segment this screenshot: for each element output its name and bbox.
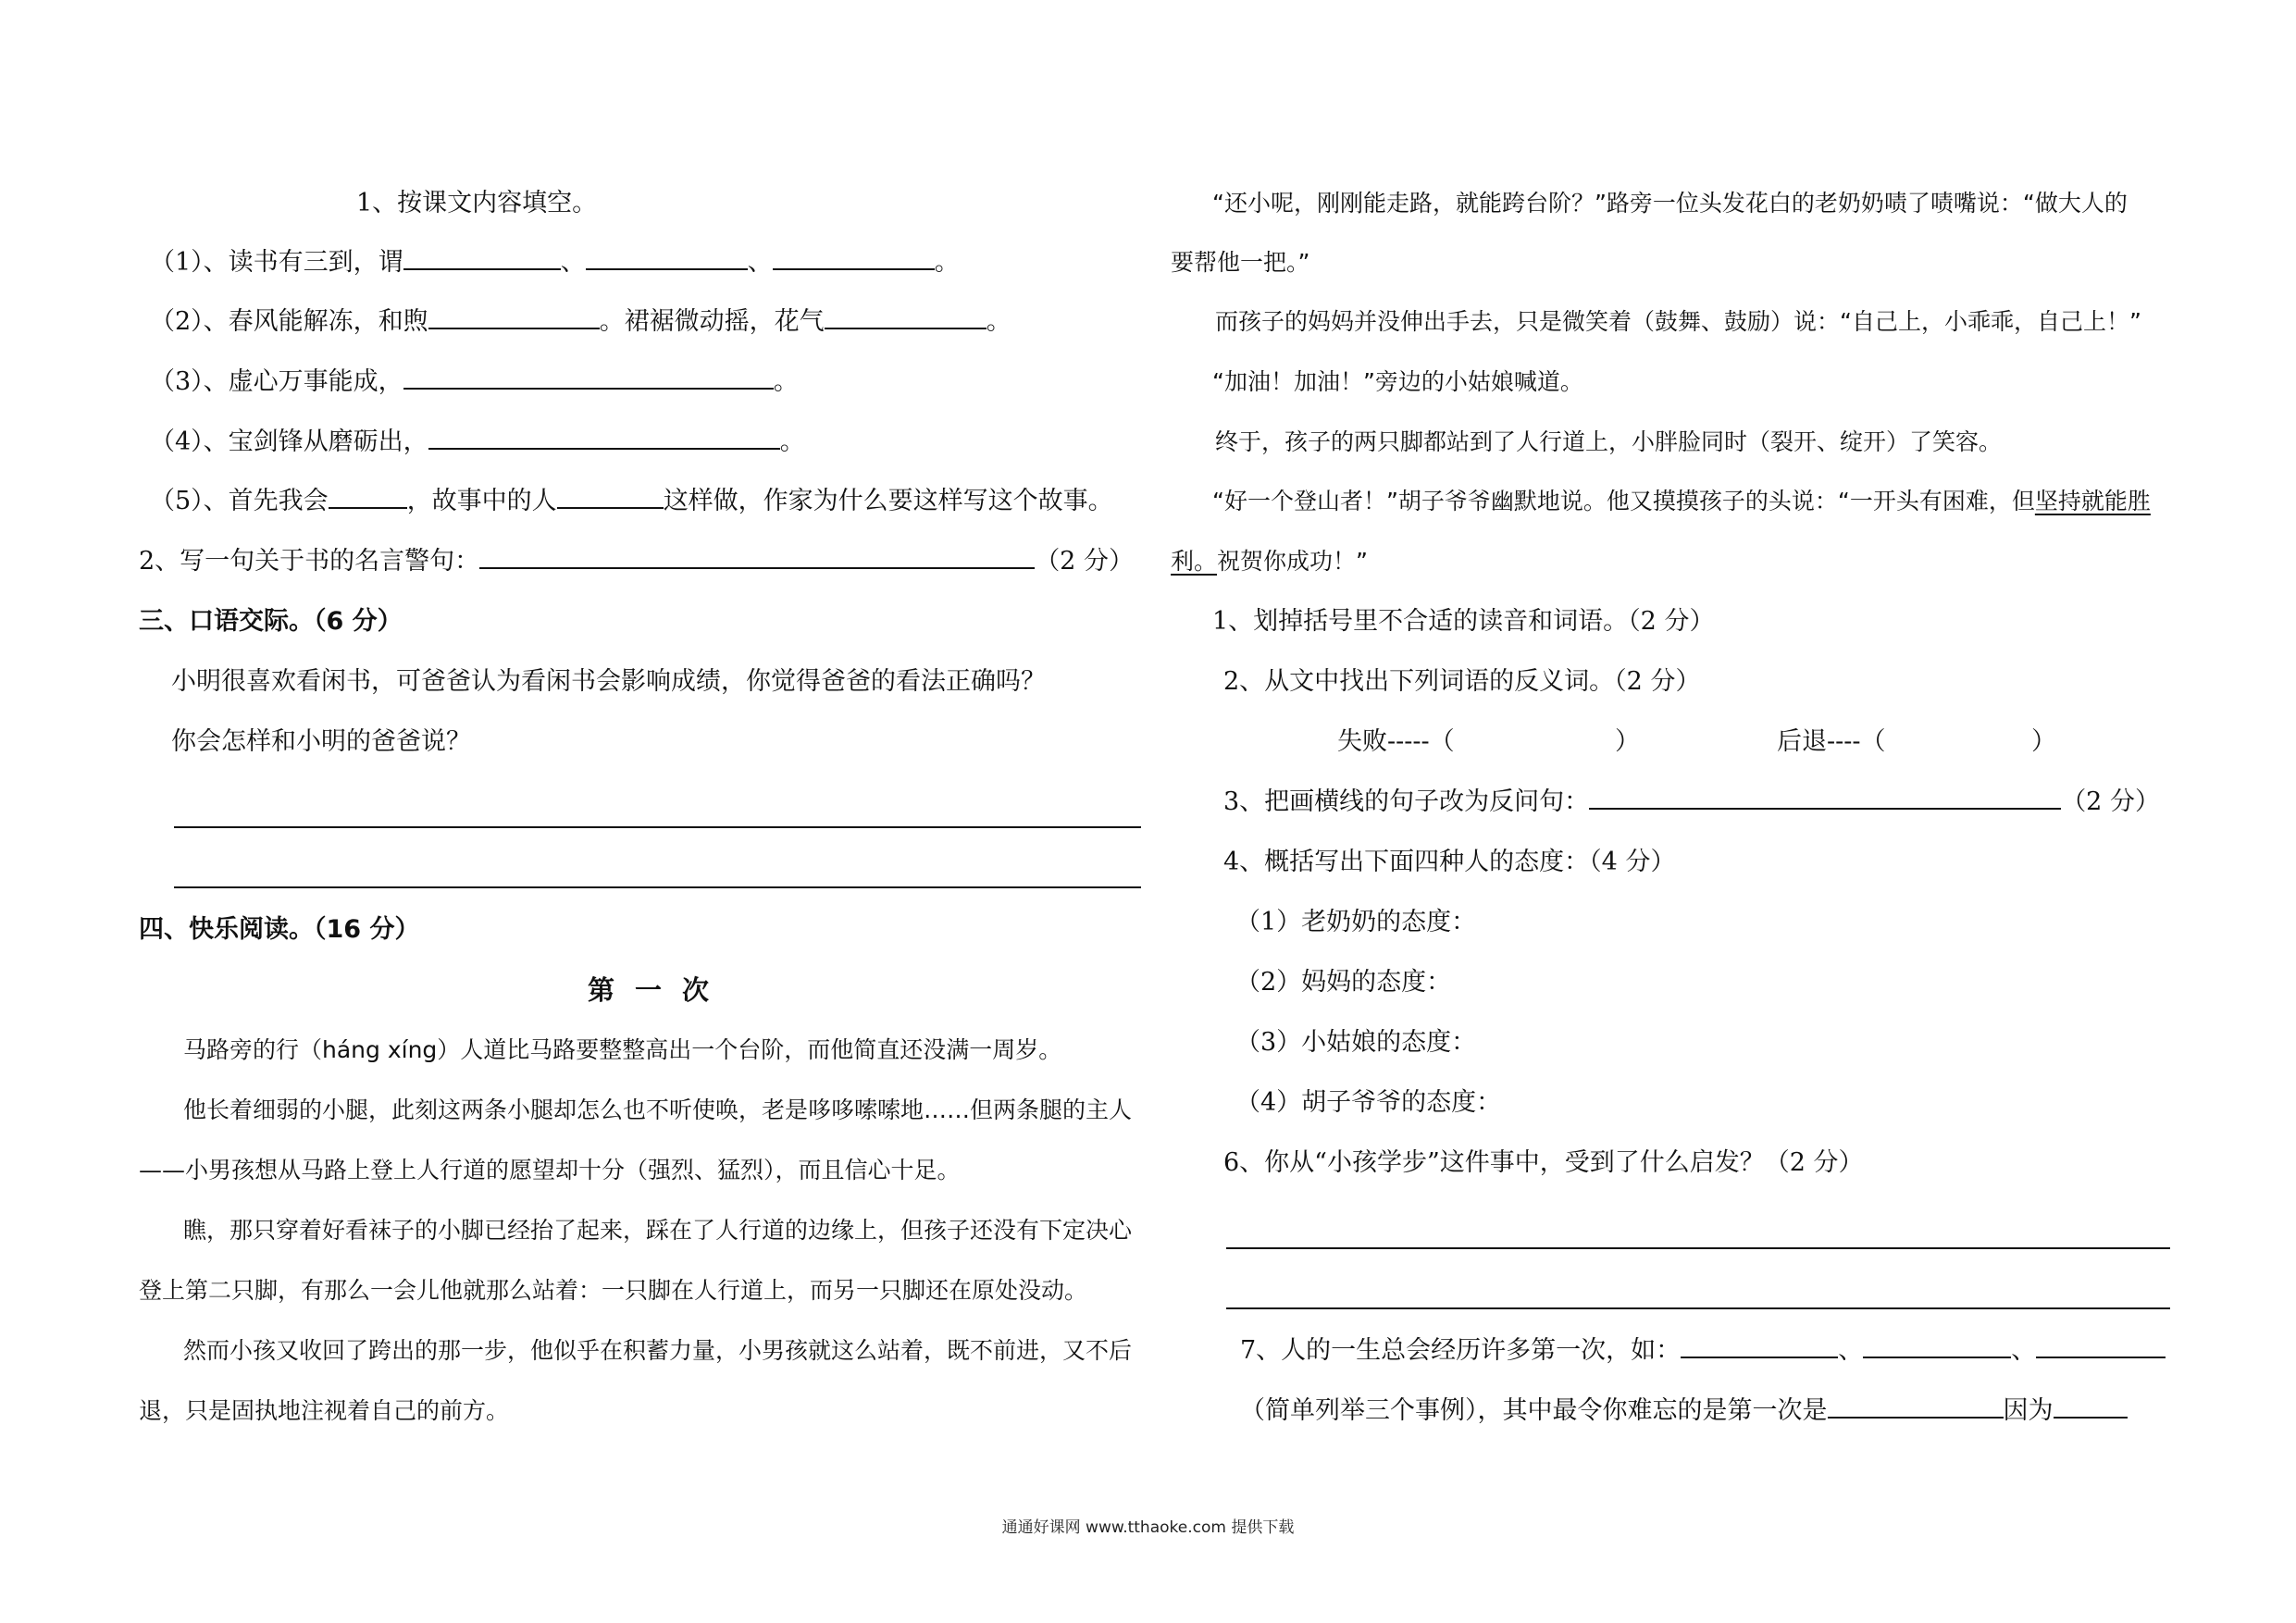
blank[interactable] [773,244,935,270]
passage-para-4b: 退，只是固执地注视着自己的前方。 [139,1397,510,1424]
passage-para-4a: 然而小孩又收回了跨出的那一步，他似乎在积蓄力量，小男孩就这么站着，既不前进，又不后 [183,1337,1133,1364]
footer-credit: 通通好课网 www.tthaoke.com 提供下载 [1001,1518,1295,1537]
antonym-2: 后退----（ [1777,727,1886,756]
section-3-prompt-2: 你会怎样和小明的爸爸说？ [171,727,471,756]
q1-line-2: （2）、春风能解冻，和煦 。裙裾微动摇，花气 。 [150,304,1011,341]
q1-line-1: （1）、读书有三到，谓 、 、 。 [150,244,960,281]
q1-line-4: （4）、宝剑锋从磨砺出， 。 [150,424,805,461]
story-para-4: 终于，孩子的两只脚都站到了人行道上，小胖脸同时（裂开、绽开）了笑容。 [1215,428,2003,455]
question-1: 1、划掉括号里不合适的读音和词语。（2 分） [1212,607,1715,636]
blank[interactable] [479,543,1035,569]
story-para-5b: 利。祝贺你成功！” [1171,548,1368,575]
blank[interactable] [403,364,774,390]
blank[interactable] [2054,1393,2128,1419]
section-3-heading: 三、口语交际。（6 分） [139,607,403,636]
answer-line[interactable] [174,826,1141,828]
question-4: 4、概括写出下面四种人的态度：（4 分） [1223,848,1676,876]
question-2: 2、从文中找出下列词语的反义词。（2 分） [1223,667,1701,696]
blank[interactable] [2036,1332,2166,1358]
blank[interactable] [586,244,748,270]
story-para-1b: 要帮他一把。” [1171,249,1310,276]
story-para-1a: “还小呢，刚刚能走路，就能跨台阶？”路旁一位头发花白的老奶奶啧了啧嘴说：“做大人的 [1212,190,2128,217]
antonym-2-close: ） [2031,727,2056,756]
q2-line: 2、写一句关于书的名言警句： （2 分） [139,543,1134,580]
passage-para-2b: ——小男孩想从马路上登上人行道的愿望却十分（强烈、猛烈），而且信心十足。 [139,1157,961,1183]
question-6: 6、你从“小孩学步”这件事中，受到了什么启发？（2 分） [1223,1148,1864,1177]
attitude-1: （1）老奶奶的态度： [1235,908,1477,936]
blank[interactable] [1681,1332,1838,1358]
answer-line[interactable] [174,886,1141,888]
blank[interactable] [1863,1332,2011,1358]
q1-line-5: （5）、首先我会 ，故事中的人 这样做，作家为什么要这样写这个故事。 [150,483,1113,520]
answer-line[interactable] [1226,1307,2170,1309]
blank[interactable] [428,424,780,450]
attitude-4: （4）胡子爷爷的态度： [1235,1088,1502,1117]
story-para-2: 而孩子的妈妈并没伸出手去，只是微笑着（鼓舞、鼓励）说：“自己上，小乖乖，自己上！” [1215,308,2141,335]
passage-para-3a: 瞧，那只穿着好看袜子的小脚已经抬了起来，踩在了人行道的边缘上，但孩子还没有下定决心 [183,1217,1133,1244]
section-3-prompt-1: 小明很喜欢看闲书，可爸爸认为看闲书会影响成绩，你觉得爸爸的看法正确吗？ [171,667,1046,696]
question-7: 7、人的一生总会经历许多第一次，如： 、 、 [1240,1332,2166,1369]
blank[interactable] [329,483,407,509]
answer-line[interactable] [1226,1247,2170,1249]
question-7-cont: （简单列举三个事例），其中最令你难忘的是第一次是 因为 [1240,1393,2128,1430]
passage-title: 第一次 [588,974,730,1006]
antonym-1: 失败-----（ [1337,727,1455,756]
underlined-sentence: 坚持就能胜 [2034,488,2151,514]
q1-line-3: （3）、虚心万事能成， 。 [150,364,799,401]
section-4-heading: 四、快乐阅读。（16 分） [139,915,420,944]
passage-para-1: 马路旁的行（háng xíng）人道比马路要整整高出一个台阶，而他简直还没满一周岁。 [183,1036,1062,1063]
blank[interactable] [825,304,987,329]
antonym-1-close: ） [1615,727,1640,756]
passage-para-3b: 登上第二只脚，有那么一会儿他就那么站着：一只脚在人行道上，而另一只脚还在原处没动。 [139,1277,1088,1304]
story-para-5a: “好一个登山者！”胡子爷爷幽默地说。他又摸摸孩子的头说：“一开头有困难，但坚持就能胜 [1212,488,2151,514]
underlined-sentence: 利。 [1171,548,1218,575]
q1-header: 1、按课文内容填空。 [356,189,598,217]
blank[interactable] [1828,1393,2004,1419]
story-para-3: “加油！加油！”旁边的小姑娘喊道。 [1212,368,1583,395]
blank[interactable] [403,244,561,270]
passage-para-2a: 他长着细弱的小腿，此刻这两条小腿却怎么也不听使唤，老是哆哆嗦嗦地……但两条腿的主人 [183,1096,1133,1123]
attitude-3: （3）小姑娘的态度： [1235,1028,1477,1057]
blank[interactable] [1589,784,2061,810]
question-3: 3、把画横线的句子改为反问句： （2 分） [1223,784,2160,821]
blank[interactable] [428,304,600,329]
blank[interactable] [557,483,664,509]
attitude-2: （2）妈妈的态度： [1235,968,1452,997]
